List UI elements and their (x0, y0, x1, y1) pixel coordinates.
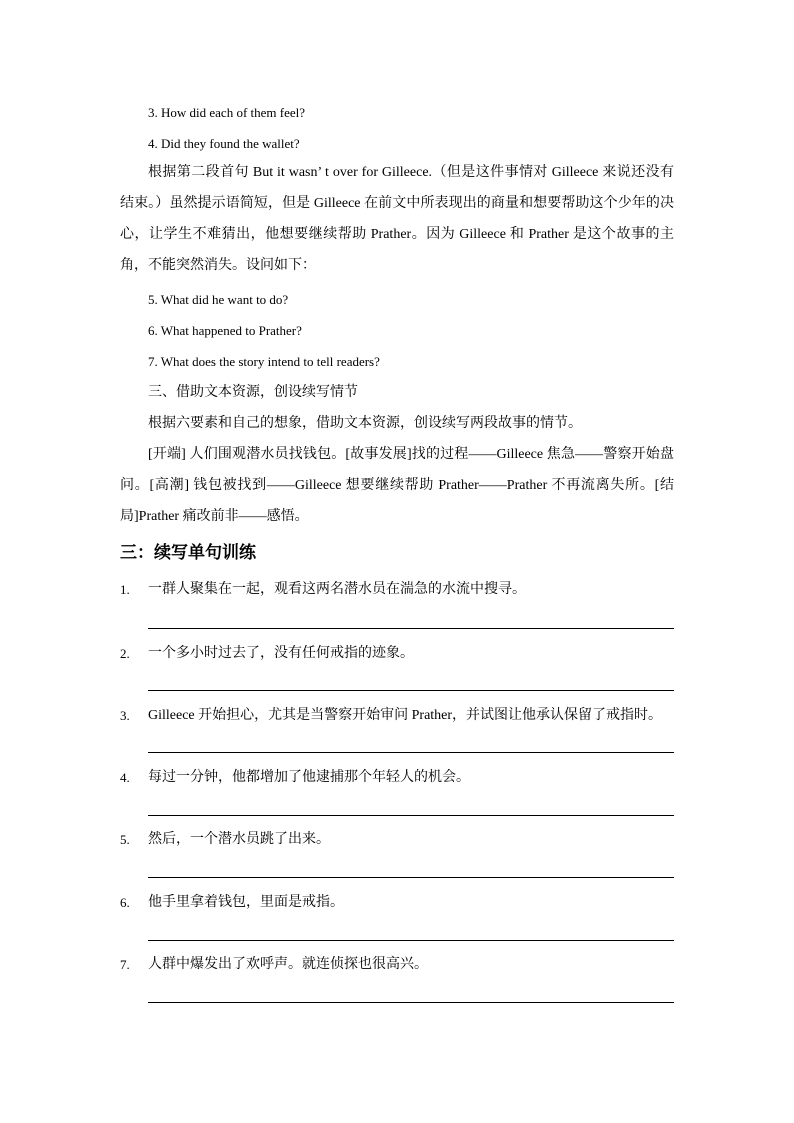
exercise-text: 一群人聚集在一起，观看这两名潜水员在湍急的水流中搜寻。 (148, 582, 526, 597)
question-5: 5. What did he want to do? (148, 292, 289, 307)
section-heading: 三：续写单句训练 (120, 543, 256, 563)
answer-line[interactable] (148, 628, 674, 629)
exercise-text: 一个多小时过去了，没有任何戒指的迹象。 (148, 646, 414, 661)
answer-line[interactable] (148, 690, 674, 691)
answer-line[interactable] (148, 877, 674, 878)
exercise-number: 7. (120, 957, 130, 972)
exercise-text: Gilleece 开始担心，尤其是当警察开始审问 Prather，并试图让他承认保留了戒指时。 (148, 708, 663, 723)
section-subtitle: 三、借助文本资源，创设续写情节 (148, 385, 358, 400)
paragraph-instruction: 根据六要素和自己的想象，借助文本资源，创设续写两段故事的情节。 (148, 416, 582, 431)
answer-line[interactable] (148, 815, 674, 816)
question-3: 3. How did each of them feel? (148, 105, 306, 120)
paragraph-analysis: 根据第二段首句 But it wasn’ t over for Gilleece.（但是这件事情对 Gilleece 来说还没有结束。）虽然提示语简短，但是 Gilleece 在前文中所表现出的商量和想要帮助这个少年的决心，让学生不难猜出，他想要继续帮助 Prather。因为 Gilleece 和 Prather 是这个故事的主角，不能突然消失。设问如下： (120, 165, 674, 273)
answer-line[interactable] (148, 1002, 674, 1003)
exercise-number: 3. (120, 708, 130, 723)
question-4: 4. Did they found the wallet? (148, 136, 300, 151)
exercise-text: 人群中爆发出了欢呼声。就连侦探也很高兴。 (148, 957, 428, 972)
exercise-number: 4. (120, 770, 130, 785)
exercise-number: 6. (120, 895, 130, 910)
answer-line[interactable] (148, 752, 674, 753)
question-6: 6. What happened to Prather? (148, 323, 302, 338)
exercise-number: 5. (120, 832, 130, 847)
exercise-text: 然后，一个潜水员跳了出来。 (148, 832, 330, 847)
exercise-number: 1. (120, 582, 130, 597)
paragraph-plot: [开端] 人们围观潜水员找钱包。[故事发展]找的过程——Gilleece 焦急——警察开始盘问。[高潮] 钱包被找到——Gilleece 想要继续帮助 Prather——Prather 不再流离失所。[结局]Prather 痛改前非——感悟。 (120, 447, 674, 524)
exercise-number: 2. (120, 646, 130, 661)
question-7: 7. What does the story intend to tell readers? (148, 354, 380, 369)
exercise-text: 每过一分钟，他都增加了他逮捕那个年轻人的机会。 (148, 770, 470, 785)
answer-line[interactable] (148, 940, 674, 941)
exercise-text: 他手里拿着钱包，里面是戒指。 (148, 895, 344, 910)
